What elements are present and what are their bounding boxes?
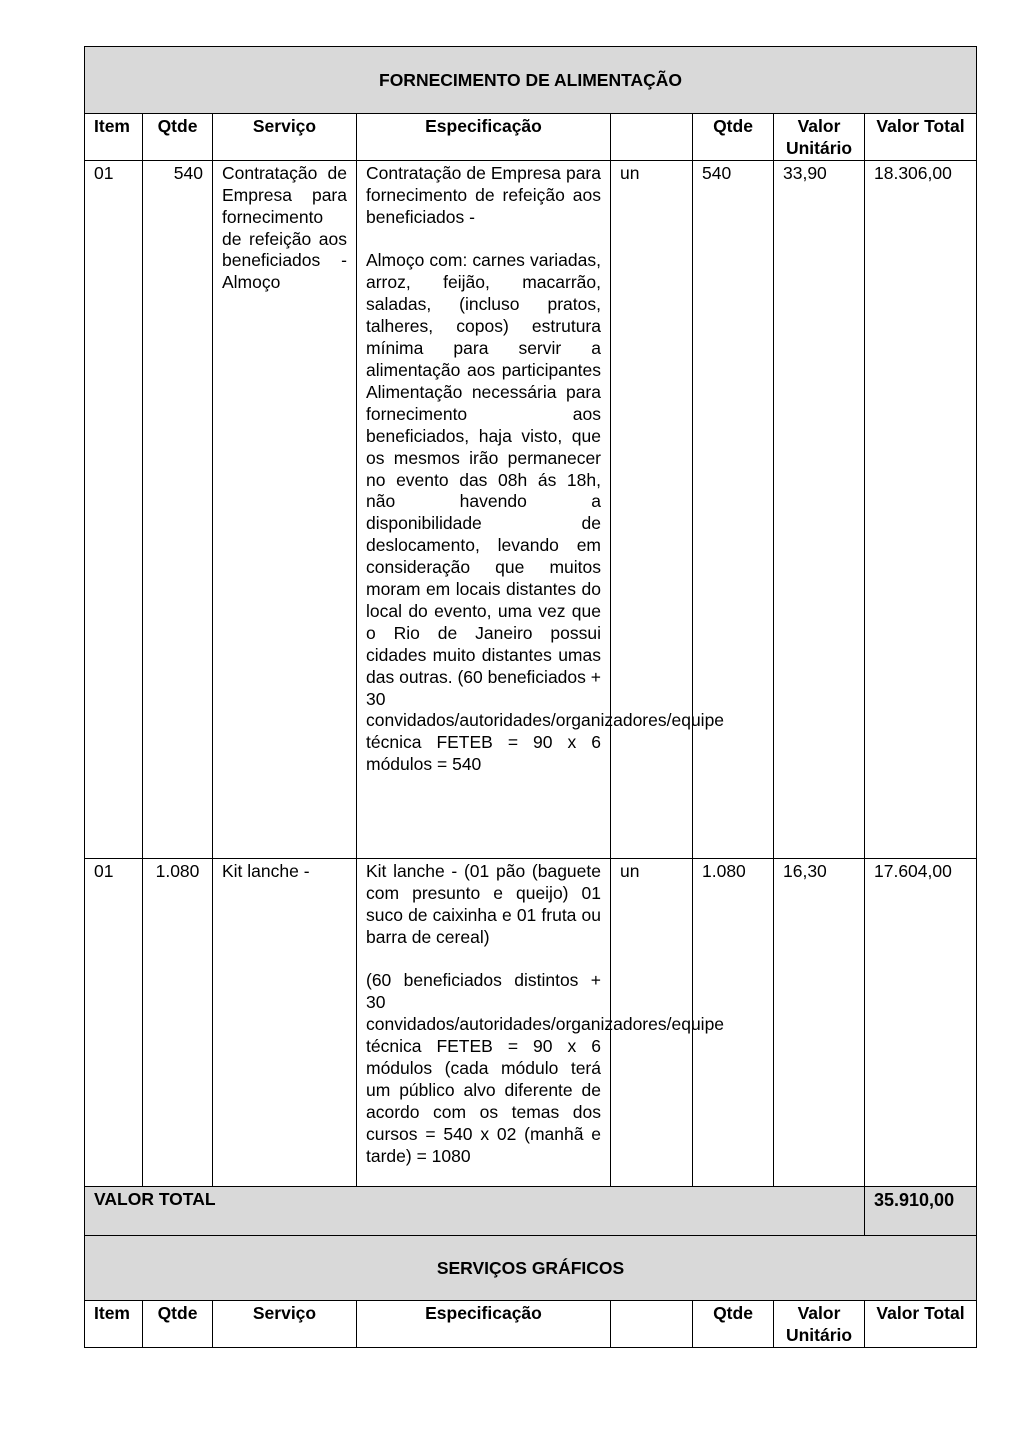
cell-unidade: un [611,160,693,858]
col-header-item: Item [85,1300,143,1347]
total-label: VALOR TOTAL [85,1186,865,1235]
col-header-item: Item [85,114,143,161]
cell-especificacao: Kit lanche - (01 pão (baguete com presunto e queijo) 01 suco de caixinha e 01 fruta ou barra de cereal) (60 beneficiados distintos + 30 convidados/autoridades/organizadores/equipe técnica FETEB = 90 x 6 módulos (cada módulo terá um público alvo diferente de acordo com os temas dos cursos = 540 x 02 (manhã e tarde) = 1080 [357,858,611,1186]
col-header-especificacao: Especificação [357,114,611,161]
section-header-food [85,47,977,114]
col-header-valor-unitario: Valor Unitário [774,1300,865,1347]
table-header-row [85,1300,977,1347]
cell-unidade: un [611,858,693,1186]
section-title: SERVIÇOS GRÁFICOS [85,1235,977,1300]
col-header-qtde: Qtde [143,114,213,161]
col-header-unidade [611,114,693,161]
cell-valor-unitario: 33,90 [774,160,865,858]
cell-especificacao: Contratação de Empresa para fornecimento de refeição aos beneficiados - Almoço com: carnes variadas, arroz, feijão, macarrão, saladas, (incluso pratos, talheres, copos) estrutura mínima para servir a alimentação aos participantes Alimentação necessária para fornecimento aos beneficiados, haja visto, que os mesmos irão permanecer no evento das 08h ás 18h, não havendo a disponibilidade de deslocamento, levando em consideração que muitos moram em locais distantes do local do evento, uma vez que o Rio de Janeiro possui cidades muito distantes umas das outras. (60 beneficiados + 30 convidados/autoridades/organizadores/equipe técnica FETEB = 90 x 6 módulos = 540 [357,160,611,858]
col-header-servico: Serviço [213,1300,357,1347]
cell-valor-total: 18.306,00 [865,160,977,858]
cell-valor-total: 17.604,00 [865,858,977,1186]
col-header-especificacao: Especificação [357,1300,611,1347]
cell-qtde: 1.080 [143,858,213,1186]
col-header-valor-unitario: Valor Unitário [774,114,865,161]
section-title: FORNECIMENTO DE ALIMENTAÇÃO [85,47,977,114]
cell-item: 01 [85,858,143,1186]
col-header-qtde2: Qtde [693,114,774,161]
col-header-qtde: Qtde [143,1300,213,1347]
cell-valor-unitario: 16,30 [774,858,865,1186]
table-row [85,858,977,1186]
col-header-servico: Serviço [213,114,357,161]
table-header-row [85,114,977,161]
total-value: 35.910,00 [865,1186,977,1235]
budget-table [84,46,977,1348]
total-row [85,1186,977,1235]
cell-servico: Kit lanche - [213,858,357,1186]
cell-servico: Contratação de Empresa para fornecimento de refeição aos beneficiados - Almoço [213,160,357,858]
col-header-valor-total: Valor Total [865,114,977,161]
col-header-valor-total: Valor Total [865,1300,977,1347]
cell-qtde2: 540 [693,160,774,858]
cell-qtde: 540 [143,160,213,858]
cell-item: 01 [85,160,143,858]
table-row [85,160,977,858]
col-header-qtde2: Qtde [693,1300,774,1347]
col-header-unidade [611,1300,693,1347]
cell-qtde2: 1.080 [693,858,774,1186]
section-header-graphics [85,1235,977,1300]
